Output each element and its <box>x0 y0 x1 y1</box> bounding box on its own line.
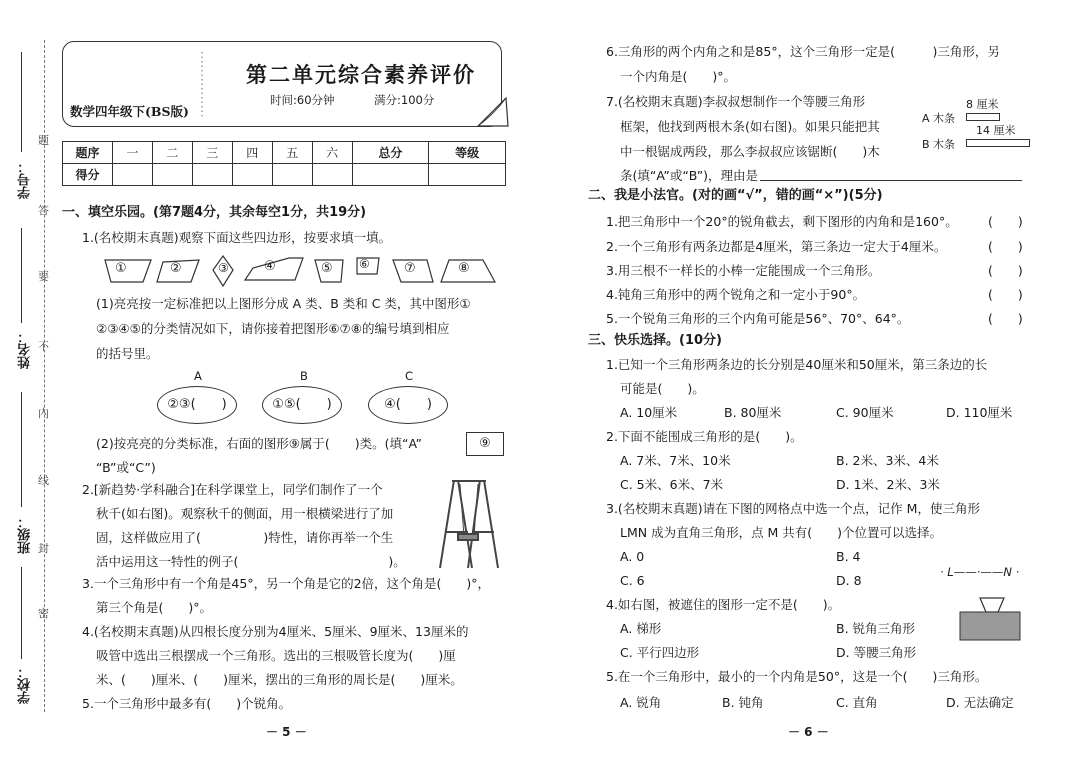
judge-item-4: 4.钝角三角形中的两个锐角之和一定小于90°。 <box>606 287 866 302</box>
shape-6-label: ⑥ <box>359 257 370 271</box>
quadrilaterals-figure <box>103 254 503 288</box>
judge-item-3: 3.用三根不一样长的小棒一定能围成一个三角形。 <box>606 263 881 278</box>
page-curl-icon <box>476 96 510 130</box>
shape-7-label: ⑦ <box>404 261 416 276</box>
score-cell[interactable] <box>113 164 153 186</box>
q7-reason-line[interactable] <box>760 180 1022 181</box>
q1-line: 1.(名校期末真题)观察下面这些四边形，按要求填一填。 <box>82 230 392 245</box>
cut-char: 线 <box>38 474 49 487</box>
group-c-ellipse[interactable]: ④( ) <box>368 386 448 424</box>
group-b-ellipse[interactable]: ①⑤( ) <box>262 386 342 424</box>
q2-line1: 2.[新趋势·学科融合]在科学课堂上，同学们制作了一个 <box>82 482 383 497</box>
shape-3-label: ③ <box>218 261 229 275</box>
s3-q4-line: 4.如右图，被遮住的图形一定不是( )。 <box>606 597 841 612</box>
s3-q3-option-a[interactable]: A. 0 <box>620 549 645 564</box>
q4-line2: 吸管中选出三根摆成一个三角形。选出的三根吸管长度为( )厘 <box>96 648 456 663</box>
wood-b-label: B 木条 <box>922 138 956 151</box>
wood-b-bar <box>966 139 1030 147</box>
score-cell[interactable] <box>152 164 192 186</box>
s3-q5-line: 5.在一个三角形中，最小的一个内角是50°，这是一个( )三角形。 <box>606 669 988 684</box>
s3-q2-option-d[interactable]: D. 1米、2米、3米 <box>836 477 940 492</box>
cut-char: 内 <box>38 407 49 420</box>
figure-9-box: ⑨ <box>466 432 504 456</box>
time-label: 时间:60分钟 <box>270 93 335 107</box>
judge-answer-4[interactable]: ( ) <box>988 287 1023 302</box>
score-header: 题序 <box>63 142 113 164</box>
s3-q3-option-b[interactable]: B. 4 <box>836 549 861 564</box>
page-number-right: － 6 － <box>788 725 829 739</box>
score-cell[interactable] <box>312 164 352 186</box>
s3-q4-option-b[interactable]: B. 锐角三角形 <box>836 621 916 636</box>
q6-line2: 一个内角是( )°。 <box>620 69 737 84</box>
cut-char: 封 <box>38 542 49 555</box>
score-header: 二 <box>152 142 192 164</box>
q5-line: 5.一个三角形中最多有( )个锐角。 <box>82 696 292 711</box>
score-cell[interactable] <box>232 164 272 186</box>
score-header: 五 <box>272 142 312 164</box>
student-id-label: 学号： <box>18 160 33 199</box>
score-cell[interactable] <box>272 164 312 186</box>
judge-answer-2[interactable]: ( ) <box>988 239 1023 254</box>
wood-a-length: 8 厘米 <box>966 98 999 111</box>
judge-item-5: 5.一个锐角三角形的三个内角可能是56°、70°、64°。 <box>606 311 910 326</box>
s3-q2-option-c[interactable]: C. 5米、6米、7米 <box>620 477 724 492</box>
swing-figure <box>436 476 502 572</box>
judge-item-2: 2.一个三角形有两条边都是4厘米，第三条边一定大于4厘米。 <box>606 239 947 254</box>
full-score-label: 满分:100分 <box>374 93 435 107</box>
s3-q1-option-c[interactable]: C. 90厘米 <box>836 405 894 420</box>
s3-q4-option-a[interactable]: A. 梯形 <box>620 621 662 636</box>
q1-part1-line2: ②③④⑤的分类情况如下，请你接着把图形⑥⑦⑧的编号填到相应 <box>96 321 450 336</box>
judge-answer-3[interactable]: ( ) <box>988 263 1023 278</box>
q1-part1-line3: 的括号里。 <box>96 346 159 361</box>
subject-label: 数学四年级下(BS版) <box>70 104 189 119</box>
score-cell[interactable] <box>429 164 506 186</box>
score-table <box>62 141 506 186</box>
s3-q3-option-d[interactable]: D. 8 <box>836 573 862 588</box>
s3-q1-option-d[interactable]: D. 110厘米 <box>946 405 1013 420</box>
q7-line3: 中一根锯成两段，那么李叔叔应该锯断( )木 <box>620 144 880 159</box>
q7-line4: 条(填“A”或“B”)，理由是 <box>620 168 759 183</box>
s3-q4-option-c[interactable]: C. 平行四边形 <box>620 645 700 660</box>
s3-q5-option-a[interactable]: A. 锐角 <box>620 695 662 710</box>
s3-q2-line: 2.下面不能围成三角形的是( )。 <box>606 429 803 444</box>
header-dots-divider <box>196 52 208 118</box>
section-3-title: 三、快乐选择。(10分) <box>588 333 722 348</box>
shape-1-outline <box>105 260 151 282</box>
wood-a-label: A 木条 <box>922 112 956 125</box>
student-id-line <box>21 52 22 152</box>
s3-q5-option-d[interactable]: D. 无法确定 <box>946 695 1014 710</box>
s3-q1-option-b[interactable]: B. 80厘米 <box>724 405 782 420</box>
score-row-label: 得分 <box>63 164 113 186</box>
q3-line2: 第三个角是( )°。 <box>96 600 213 615</box>
section-1-title: 一、填空乐园。(第7题4分，其余每空1分，共19分) <box>62 205 367 220</box>
covered-shape-figure <box>958 596 1022 644</box>
school-label: 学校： <box>18 665 33 704</box>
s3-q5-option-b[interactable]: B. 钝角 <box>722 695 764 710</box>
judge-item-1: 1.把三角形中一个20°的锐角截去，剩下图形的内角和是160°。 <box>606 214 958 229</box>
score-header: 等级 <box>429 142 506 164</box>
cut-char: 答 <box>38 204 49 217</box>
group-c-title: C <box>405 369 414 383</box>
q7-line1: 7.(名校期末真题)李叔叔想制作一个等腰三角形 <box>606 94 866 109</box>
class-line <box>21 392 22 507</box>
judge-answer-5[interactable]: ( ) <box>988 311 1023 326</box>
s3-q5-option-c[interactable]: C. 直角 <box>836 695 878 710</box>
s3-q3-line1: 3.(名校期末真题)请在下图的网格点中选一个点，记作 M，使三角形 <box>606 501 980 516</box>
cut-char: 题 <box>38 134 49 147</box>
section-2-title: 二、我是小法官。(对的画“√”，错的画“×”)(5分) <box>588 188 883 203</box>
student-name-line <box>21 228 22 323</box>
page-title: 第二单元综合素养评价 <box>246 62 476 87</box>
shape-8-label: ⑧ <box>458 261 470 276</box>
cut-char: 不 <box>38 340 49 353</box>
shape-4-label: ④ <box>264 259 276 274</box>
s3-q4-option-d[interactable]: D. 等腰三角形 <box>836 645 917 660</box>
class-label: 班级： <box>18 515 33 554</box>
group-b-title: B <box>300 369 308 383</box>
s3-q1-option-a[interactable]: A. 10厘米 <box>620 405 678 420</box>
s3-q1-line1: 1.已知一个三角形两条边的长分别是40厘米和50厘米，第三条边的长 <box>606 357 988 372</box>
score-cell[interactable] <box>192 164 232 186</box>
lmn-grid-figure: · L——·——N · <box>940 565 1020 579</box>
score-header: 一 <box>113 142 153 164</box>
group-a-ellipse[interactable]: ②③( ) <box>157 386 237 424</box>
wood-a-bar <box>966 113 1000 121</box>
q3-line1: 3.一个三角形中有一个角是45°，另一个角是它的2倍，这个角是( )°， <box>82 576 491 591</box>
school-line <box>21 567 22 659</box>
q1-part2-line1: (2)按亮亮的分类标准，右面的图形⑨属于( )类。(填“A” <box>96 436 423 451</box>
shape-1-label: ① <box>115 261 127 276</box>
wood-b-length: 14 厘米 <box>976 124 1016 137</box>
q1-part2-line2: “B”或“C”) <box>96 460 156 475</box>
q2-line2: 秋千(如右图)。观察秋千的侧面，用一根横梁进行了加 <box>96 506 394 521</box>
shape-5-label: ⑤ <box>321 261 333 276</box>
page-number-left: － 5 － <box>266 725 307 739</box>
q4-line3: 米、( )厘米、( )厘米，摆出的三角形的周长是( )厘米。 <box>96 672 463 687</box>
score-header: 四 <box>232 142 272 164</box>
q4-line1: 4.(名校期末真题)从四根长度分别为4厘米、5厘米、9厘米、13厘米的 <box>82 624 469 639</box>
group-a-title: A <box>194 369 202 383</box>
q1-part1-line1: (1)亮亮按一定标准把以上图形分成 A 类、B 类和 C 类，其中图形① <box>96 296 471 311</box>
s3-q2-option-b[interactable]: B. 2米、3米、4米 <box>836 453 939 468</box>
judge-answer-1[interactable]: ( ) <box>988 214 1023 229</box>
score-header: 六 <box>312 142 352 164</box>
cut-char: 要 <box>38 270 49 283</box>
s3-q3-option-c[interactable]: C. 6 <box>620 573 645 588</box>
s3-q2-option-a[interactable]: A. 7米、7米、10米 <box>620 453 731 468</box>
q7-line2: 框架，他找到两根木条(如右图)。如果只能把其 <box>620 119 880 134</box>
q6-line1: 6.三角形的两个内角之和是85°，这个三角形一定是( )三角形，另 <box>606 44 1000 59</box>
student-name-label: 姓名： <box>18 330 33 369</box>
q2-line3: 固，这样做应用了( )特性，请你再举一个生 <box>96 530 394 545</box>
score-header: 总分 <box>352 142 429 164</box>
s3-q3-line2: LMN 成为直角三角形，点 M 共有( )个位置可以选择。 <box>620 525 943 540</box>
score-header: 三 <box>192 142 232 164</box>
s3-q1-line2: 可能是( )。 <box>620 381 705 396</box>
shape-2-label: ② <box>170 261 182 276</box>
score-cell[interactable] <box>352 164 429 186</box>
cut-char: 密 <box>38 607 49 620</box>
q2-line4: 活中运用这一特性的例子( )。 <box>96 554 406 569</box>
